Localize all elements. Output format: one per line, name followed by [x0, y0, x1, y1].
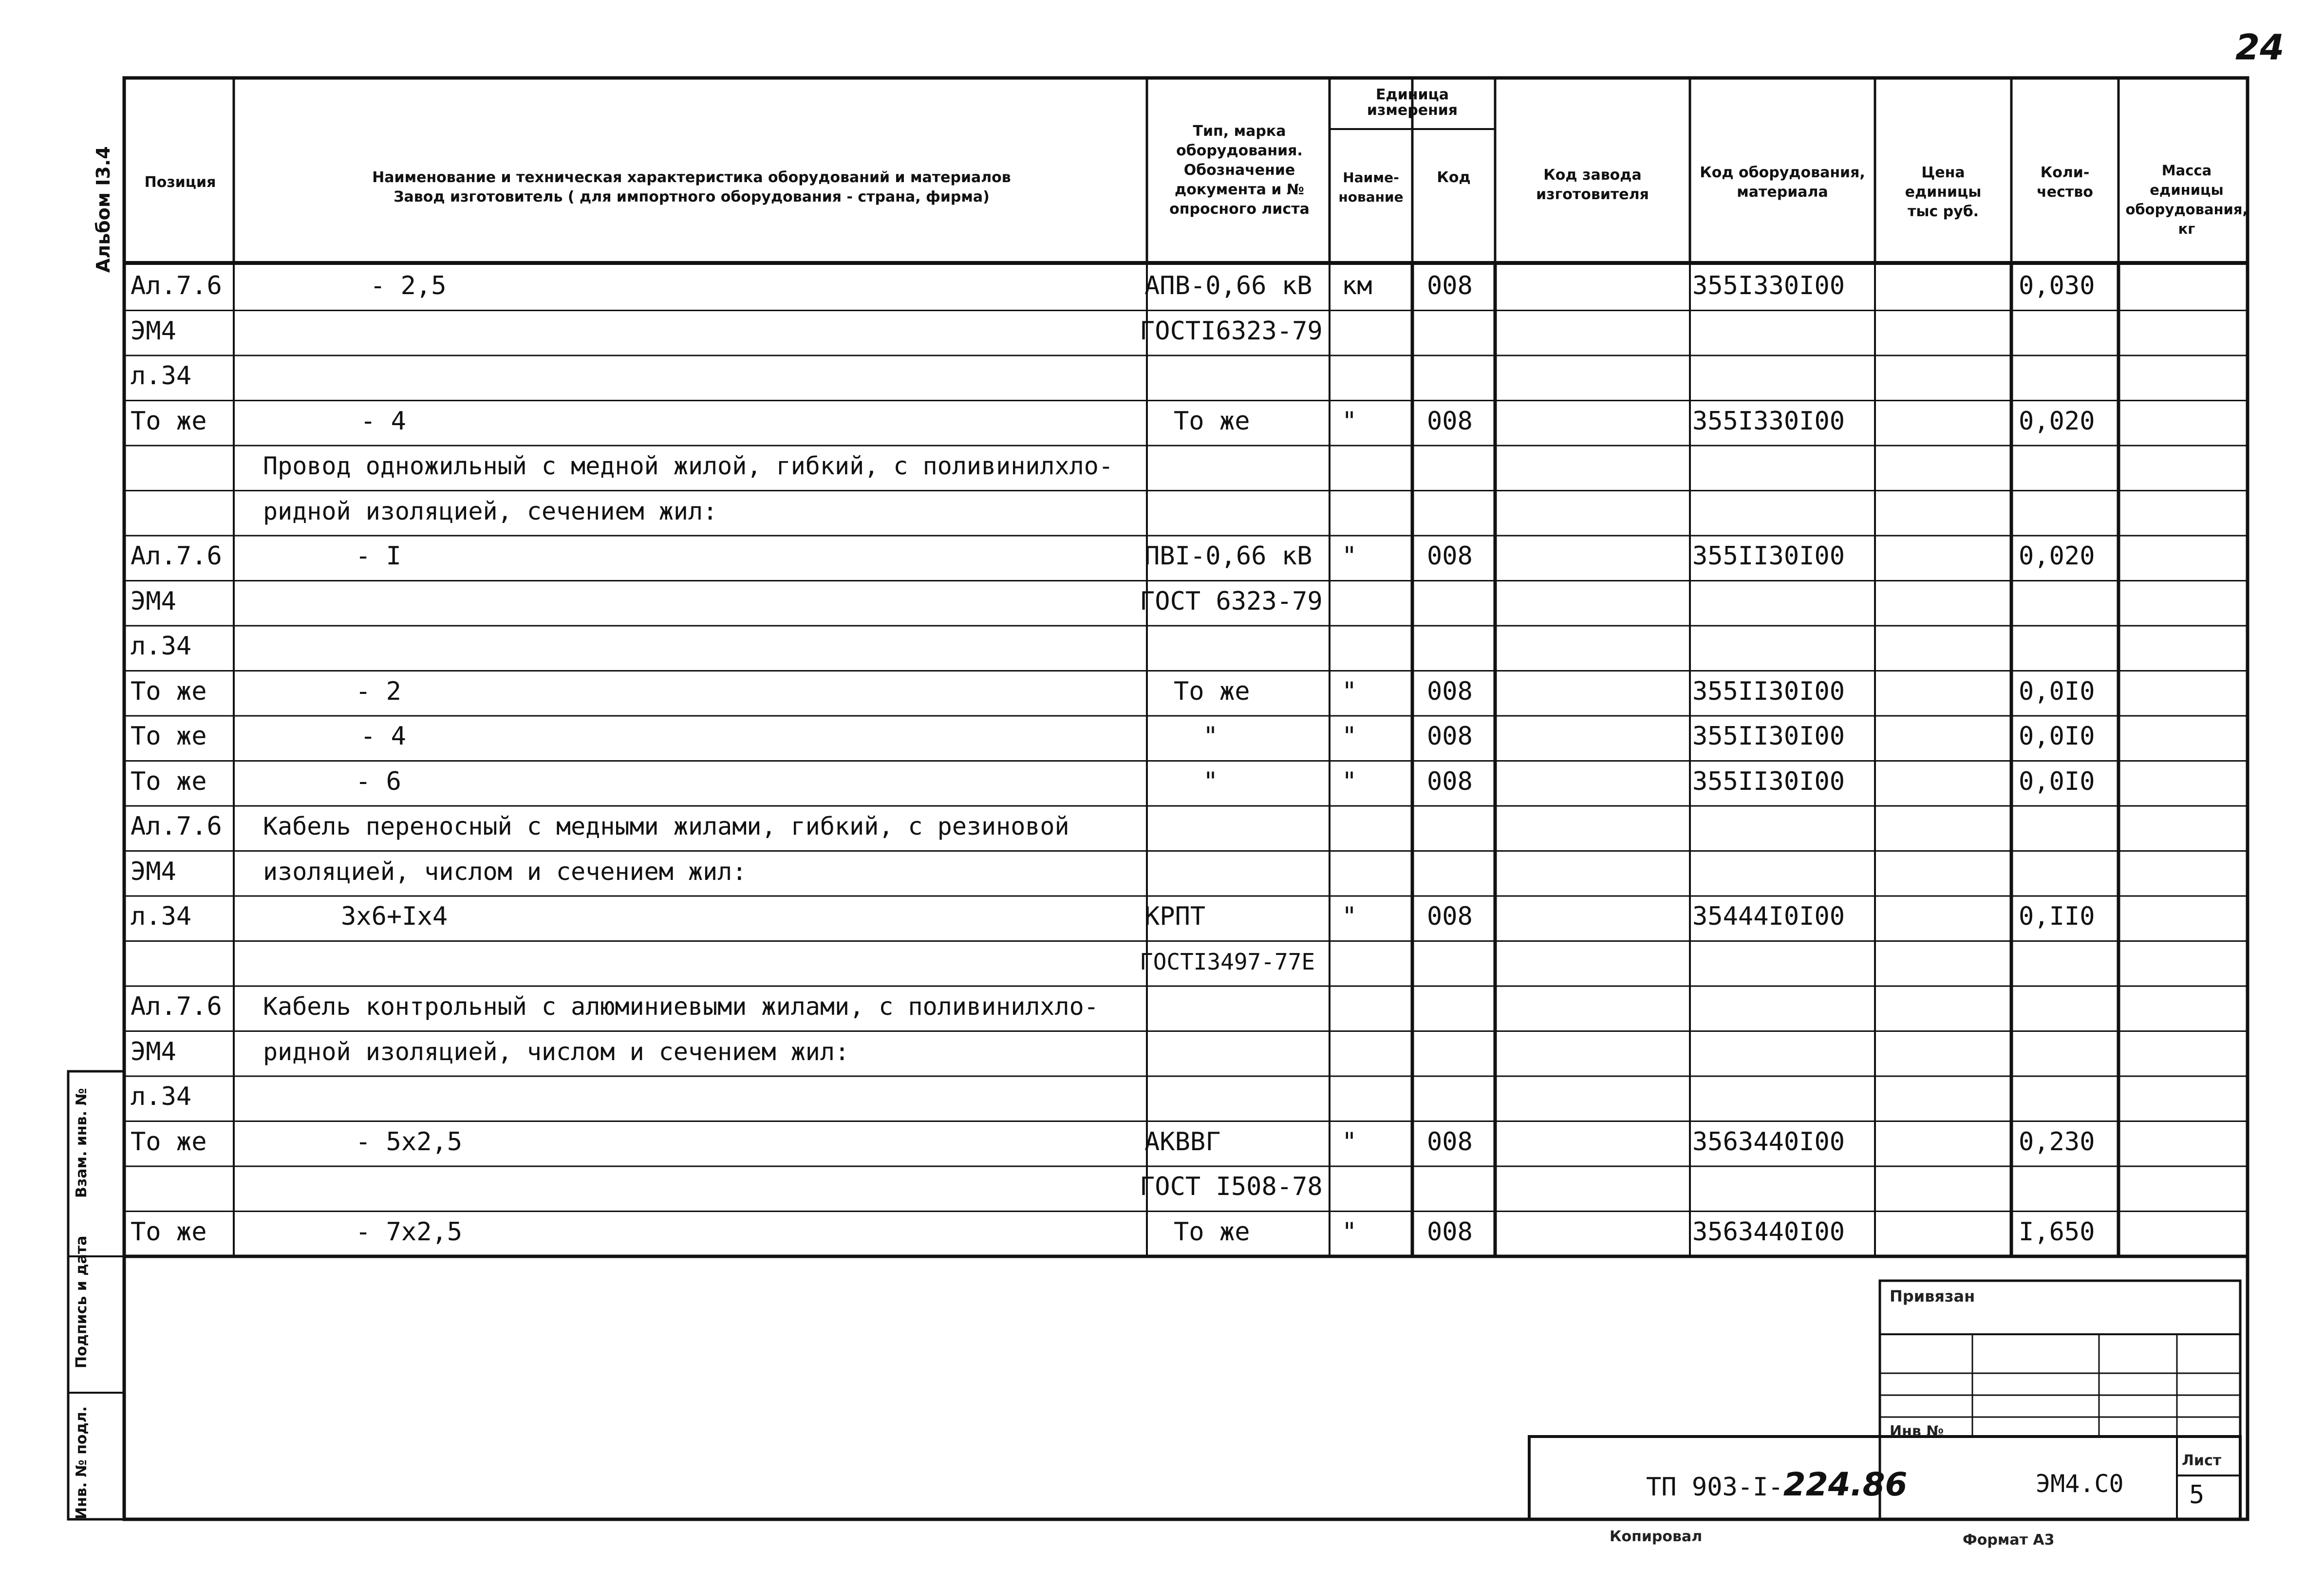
cell-unit: ": [1342, 541, 1357, 571]
header-price-line: Цена: [1921, 164, 1965, 181]
cell-name: - 4: [360, 722, 406, 751]
cell-unit-code: 008: [1427, 676, 1473, 706]
cell-name: 3x6+Ix4: [341, 902, 448, 931]
side-stamp-podpis: Подпись и дата: [73, 1235, 90, 1368]
privyazan-label: Привязан: [1890, 1287, 1975, 1306]
header-name-line2: Завод изготовитель ( для импортного оборудования - страна, фирма): [394, 188, 990, 205]
header-mass-line: кг: [2178, 221, 2195, 237]
cell-quantity: 0,230: [2019, 1127, 2095, 1157]
cell-type: ": [1203, 766, 1218, 796]
cell-unit-code: 008: [1427, 1217, 1473, 1247]
cell-quantity: 0,0I0: [2019, 722, 2095, 751]
cell-position: То же: [131, 766, 207, 796]
cell-unit-code: 008: [1427, 722, 1473, 751]
cell-unit: ": [1342, 676, 1357, 706]
cell-unit: ": [1342, 1217, 1357, 1247]
cell-type: АПВ-0,66 кВ: [1144, 271, 1312, 300]
header-unit-group-line: Единица: [1376, 86, 1449, 103]
header-qty-line: чество: [2037, 184, 2093, 201]
cell-equipment-code: 3563440I00: [1692, 1217, 1845, 1247]
cell-quantity: 0,030: [2019, 271, 2095, 300]
cell-equipment-code: 355I330I00: [1692, 271, 1845, 300]
cell-name: - 2: [356, 676, 401, 706]
cell-quantity: 0,0I0: [2019, 676, 2095, 706]
document-prefix: ТП 903-I-: [1646, 1473, 1783, 1502]
cell-name: ридной изоляцией, числом и сечением жил:: [263, 1037, 850, 1066]
header-type-line: оборудования.: [1176, 142, 1303, 159]
cell-equipment-code: 355II30I00: [1692, 766, 1845, 796]
cell-type: АКВВГ: [1144, 1127, 1221, 1157]
header-equip-code-line: Код оборудования,: [1700, 164, 1865, 181]
header-price-line: единицы: [1905, 184, 1982, 201]
cell-position: ЭМ4: [131, 1037, 176, 1066]
cell-unit-code: 008: [1427, 1127, 1473, 1157]
header-qty: [2011, 163, 2118, 202]
cell-quantity: I,650: [2019, 1217, 2095, 1247]
header-unit-name-line: нование: [1338, 189, 1404, 205]
cell-position: То же: [131, 1217, 207, 1247]
cell-name: Провод одножильный с медной жилой, гибкий, с поливинилхло-: [263, 452, 1113, 480]
cell-position: То же: [131, 722, 207, 751]
cell-type: КРПТ: [1144, 902, 1206, 931]
cell-unit: ": [1342, 406, 1357, 436]
cell-equipment-code: 35444I0I00: [1692, 902, 1845, 931]
cell-equipment-code: 355I330I00: [1692, 406, 1845, 436]
cell-unit-code: 008: [1427, 766, 1473, 796]
cell-equipment-code: 355II30I00: [1692, 722, 1845, 751]
cell-position: То же: [131, 1127, 207, 1157]
cell-equipment-code: 355II30I00: [1692, 676, 1845, 706]
cell-name: - 6: [356, 766, 401, 796]
cell-name: - I: [356, 541, 401, 571]
header-type-line: опросного листа: [1169, 201, 1310, 218]
cell-position: Ал.7.6: [131, 992, 222, 1021]
cell-type: То же: [1174, 406, 1250, 436]
cell-position: л.34: [131, 361, 192, 391]
cell-unit-code: 008: [1427, 902, 1473, 931]
header-plant-code-line: изготовителя: [1536, 186, 1649, 203]
cell-name: Кабель переносный с медными жилами, гибкий, с резиновой: [263, 812, 1069, 840]
header-plant-code-line: Код завода: [1543, 167, 1642, 184]
header-type-line: Тип, марка: [1193, 123, 1286, 140]
header-type-line: документа и №: [1175, 181, 1304, 198]
cell-name: - 4: [360, 406, 406, 436]
header-position: Позиция: [144, 174, 216, 191]
footer-kopiroval: Копировал: [1610, 1528, 1703, 1545]
cell-unit-code: 008: [1427, 271, 1473, 300]
cell-position: То же: [131, 676, 207, 706]
header-mass: [2118, 161, 2255, 239]
cell-position: ЭМ4: [131, 857, 176, 886]
document-code: ЭМ4.С0: [2036, 1470, 2124, 1498]
header-unit-group-line: измерения: [1367, 102, 1458, 119]
header-unit-name-line: Наиме-: [1343, 169, 1399, 186]
cell-quantity: 0,020: [2019, 541, 2095, 571]
cell-unit: км: [1342, 271, 1372, 300]
cell-type: ПВI-0,66 кВ: [1144, 541, 1312, 571]
cell-unit: ": [1342, 722, 1357, 751]
header-mass-line: Масса: [2161, 162, 2212, 179]
cell-name: - 5x2,5: [356, 1127, 463, 1157]
list-label: Лист: [2182, 1452, 2222, 1469]
cell-position: л.34: [131, 1082, 192, 1111]
header-unit-code: Код: [1437, 169, 1471, 186]
header-mass-line: оборудования,: [2125, 201, 2248, 218]
cell-type: ГОСТ I508-78: [1140, 1172, 1323, 1201]
cell-unit-code: 008: [1427, 541, 1473, 571]
cell-unit-code: 008: [1427, 406, 1473, 436]
list-number: 5: [2189, 1480, 2205, 1510]
cell-position: л.34: [131, 902, 192, 931]
header-mass-line: единицы: [2150, 182, 2224, 198]
cell-position: л.34: [131, 632, 192, 661]
cell-name: - 7x2,5: [356, 1217, 463, 1247]
cell-quantity: 0,020: [2019, 406, 2095, 436]
document-suffix: 224.86: [1783, 1466, 1908, 1503]
cell-type: ГОСТI3497-77Е: [1140, 948, 1315, 975]
cell-equipment-code: 3563440I00: [1692, 1127, 1845, 1157]
cell-unit: ": [1342, 902, 1357, 931]
header-name-line1: Наименование и техническая характеристика оборудований и материалов: [372, 169, 1011, 186]
footer-format: Формат А3: [1963, 1531, 2055, 1549]
cell-name: ридной изоляцией, сечением жил:: [263, 497, 718, 525]
cell-position: ЭМ4: [131, 586, 176, 616]
cell-type: ГОСТ 6323-79: [1140, 586, 1323, 616]
page-number: 24: [2235, 27, 2285, 68]
header-equip-code: [1690, 163, 1875, 202]
header-qty-line: Коли-: [2040, 164, 2090, 181]
cell-type: То же: [1174, 676, 1250, 706]
cell-unit: ": [1342, 1127, 1357, 1157]
cell-position: Ал.7.6: [131, 541, 222, 571]
cell-type: ГОСТI6323-79: [1140, 316, 1323, 346]
cell-type: ": [1203, 722, 1218, 751]
cell-position: Ал.7.6: [131, 271, 222, 300]
header-equip-code-line: материала: [1737, 184, 1828, 201]
cell-position: То же: [131, 406, 207, 436]
side-stamp-inv: Инв. № подл.: [73, 1406, 90, 1519]
header-plant-code: [1495, 166, 1690, 205]
album-label: Альбом I3.4: [93, 146, 114, 273]
document-number: [1646, 1466, 1907, 1503]
cell-position: Ал.7.6: [131, 812, 222, 841]
header-price: [1875, 163, 2011, 222]
side-stamp-vzam: Взам. инв. №: [73, 1088, 90, 1198]
cell-equipment-code: 355II30I00: [1692, 541, 1845, 571]
cell-position: ЭМ4: [131, 316, 176, 346]
header-price-line: тыс руб.: [1907, 203, 1979, 220]
cell-name: Кабель контрольный с алюминиевыми жилами, с поливинилхло-: [263, 992, 1099, 1021]
cell-quantity: 0,II0: [2019, 902, 2095, 931]
header-unit-group: [1330, 85, 1495, 120]
cell-unit: ": [1342, 766, 1357, 796]
cell-quantity: 0,0I0: [2019, 766, 2095, 796]
cell-name: - 2,5: [370, 271, 447, 300]
header-type-line: Обозначение: [1183, 162, 1295, 179]
inv-no-label: Инв №: [1890, 1423, 1944, 1440]
header-unit-name: [1330, 168, 1412, 207]
cell-type: То же: [1174, 1217, 1250, 1247]
cell-name: изоляцией, числом и сечением жил:: [263, 857, 747, 886]
